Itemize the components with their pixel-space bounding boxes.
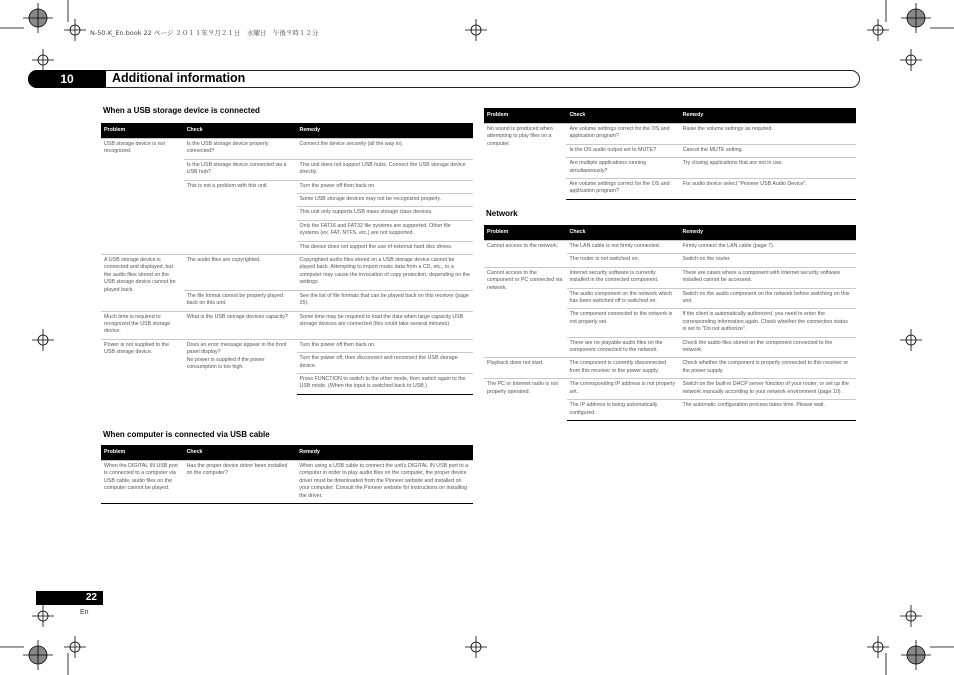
section-usb-cable-title: When computer is connected via USB cable xyxy=(103,430,270,439)
remedy-cell: When using a USB cable to connect the unit's DIGITAL IN USB port to a computer in order to play audio files on the computer, the proper device driver must be downloaded from the Pioneer website and installed on your computer. Consult the Pioneer website for instructions on installing the driver. xyxy=(296,461,473,504)
page-number: 22 xyxy=(85,592,97,603)
remedy-cell: See the list of file formats that can be played back on this receiver (page 25). xyxy=(297,290,473,311)
col-header-check: Check xyxy=(567,225,680,241)
problem-cell: No sound is produced when attempting to play files on a computer. xyxy=(484,124,566,200)
table-row xyxy=(484,241,856,254)
chapter-number: 10 xyxy=(28,70,106,88)
remedy-cell: Turn the power off, then disconnect and reconnect the USB storage device. xyxy=(297,353,473,374)
col-header-check: Check xyxy=(566,108,679,124)
table-row xyxy=(101,339,473,352)
usb-cable-table xyxy=(101,445,473,504)
remedy-cell: This unit does not support USB hubs. Connect the USB storage device directly. xyxy=(297,159,473,180)
page-number-tab xyxy=(36,591,103,605)
check-cell: There are no playable audio files on the component connected to the network. xyxy=(567,337,680,358)
remedy-cell: Switch on the audio component on the network before switching on this unit. xyxy=(679,288,856,309)
check-cell: The LAN cable is not firmly connected. xyxy=(567,241,680,254)
remedy-cell: Some USB storage devices may not be recognized properly. xyxy=(297,194,473,207)
col-header-remedy: Remedy xyxy=(297,123,473,139)
remedy-cell: Turn the power off then back on. xyxy=(297,339,473,352)
sound-table xyxy=(484,108,856,200)
check-cell: The audio component on the network which has been switched off is switched on. xyxy=(567,288,680,309)
col-header-remedy: Remedy xyxy=(679,225,856,241)
col-header-problem: Problem xyxy=(484,225,567,241)
remedy-cell: Turn the power off then back on. xyxy=(297,180,473,193)
check-cell: Has the proper device driver been installed on the computer? xyxy=(184,461,297,504)
remedy-cell: Press FUNCTION to switch to the other mode, then switch again to the USB mode. (When the input is switched back to USB.) xyxy=(297,373,473,394)
table-row xyxy=(484,379,856,400)
section-network-title: Network xyxy=(486,209,518,218)
remedy-cell: If the client is automatically authorized, you need to enter the corresponding information again. Check whether the connection status is set to "Do not authorize". xyxy=(679,309,856,337)
table-row xyxy=(484,267,856,288)
col-header-check: Check xyxy=(184,123,297,139)
check-cell: The component is currently disconnected from this receiver or the power supply. xyxy=(567,358,680,379)
remedy-cell: Only the FAT16 and FAT32 file systems are supported. Other file systems (ex. FAT, NTFS, etc.) are not supported. xyxy=(297,220,473,241)
section-usb-storage-title: When a USB storage device is connected xyxy=(103,106,260,115)
table-row xyxy=(101,255,473,291)
remedy-cell: Switch on the router. xyxy=(679,254,856,267)
table-row xyxy=(484,358,856,379)
check-cell: The router is not switched on. xyxy=(567,254,680,267)
col-header-problem: Problem xyxy=(101,123,184,139)
remedy-cell: This unit only supports USB mass storage class devices. xyxy=(297,207,473,220)
remedy-cell: Some time may be required to load the data when large capacity USB storage devices are connected (this could take several minutes). xyxy=(297,311,473,339)
check-cell: Is the USB storage device connected via a USB hub? xyxy=(184,159,297,180)
remedy-cell: Check whether the component is properly connected to this receiver or the power supply. xyxy=(679,358,856,379)
problem-cell: A USB storage device is connected and displayed, but the audio files stored on the USB storage device cannot be played back. xyxy=(101,255,184,311)
remedy-cell: Copyrighted audio files stored on a USB storage device cannot be played back. Attempting to import music data from a CD, etc., to a computer may cause the invocation of copy protection, depending on the settings. xyxy=(297,255,473,291)
problem-cell: When the DIGITAL IN USB port is connected to a computer via USB cable, audio files on the computer cannot be played. xyxy=(101,461,184,504)
remedy-cell: Firmly connect the LAN cable (page 7). xyxy=(679,241,856,254)
problem-cell: Much time is required to recognized the USB storage device. xyxy=(101,311,184,339)
check-cell: The file format cannot be properly played back on this unit. xyxy=(184,290,297,311)
check-cell: The audio files are copyrighted. xyxy=(184,255,297,291)
table-row xyxy=(101,311,473,339)
check-cell: This is not a problem with this unit. xyxy=(184,180,297,254)
table-row xyxy=(484,124,856,145)
usb-storage-table xyxy=(101,123,473,395)
check-cell: Are volume settings correct for the OS and application program? xyxy=(566,179,679,200)
problem-cell: The PC or Internet radio is not properly operated. xyxy=(484,379,567,421)
remedy-cell: Try closing applications that are not in use. xyxy=(680,158,856,179)
remedy-cell: Switch on the built-in DHCP server function of your router, or set up the network manually according to your network environment (page 10). xyxy=(679,379,856,400)
col-header-check: Check xyxy=(184,445,297,461)
problem-cell: Playback does not start. xyxy=(484,358,567,379)
remedy-cell: Connect the device securely (all the way in). xyxy=(297,139,473,160)
chapter-title: Additional information xyxy=(112,71,246,85)
remedy-cell: Check the audio files stored on the component connected to the network. xyxy=(679,337,856,358)
check-cell: Are volume settings correct for the OS and application program? xyxy=(566,124,679,145)
file-header: N-50-K_En.book 22 ページ ２０１１年９月２１日 水曜日 午後９時１２分 xyxy=(90,29,319,37)
check-cell: Are multiple applications running simultaneously? xyxy=(566,158,679,179)
check-cell: Internet security software is currently installed in the connected component. xyxy=(567,267,680,288)
check-cell: What is the USB storage devices capacity? xyxy=(184,311,297,339)
problem-cell: Cannot access to the network. xyxy=(484,241,567,268)
language-label: En xyxy=(80,609,89,616)
col-header-problem: Problem xyxy=(101,445,184,461)
problem-cell: Power is not supplied to the USB storage device. xyxy=(101,339,184,394)
check-cell: Is the OS audio output set to MUTE? xyxy=(566,144,679,157)
remedy-cell: For audio device select "Pioneer USB Audio Device". xyxy=(680,179,856,200)
check-cell: Is the USB storage device properly connected? xyxy=(184,139,297,160)
col-header-remedy: Remedy xyxy=(680,108,856,124)
problem-cell: USB storage device is not recognized. xyxy=(101,139,184,255)
check-cell: The IP address is being automatically configured. xyxy=(567,400,680,421)
check-cell: The component connected to the network is not properly set. xyxy=(567,309,680,337)
remedy-cell: There are cases where a component with Internet security software installed cannot be accessed. xyxy=(679,267,856,288)
table-row xyxy=(101,461,473,504)
network-table xyxy=(484,225,856,421)
remedy-cell: Raise the volume settings as required. xyxy=(680,124,856,145)
col-header-problem: Problem xyxy=(484,108,566,124)
problem-cell: Cannot access to the component or PC connected via network. xyxy=(484,267,567,358)
remedy-cell: This device does not support the use of external hard disc drives. xyxy=(297,241,473,254)
check-cell: The corresponding IP address is not properly set. xyxy=(567,379,680,400)
col-header-remedy: Remedy xyxy=(296,445,473,461)
remedy-cell: Cancel the MUTE setting. xyxy=(680,144,856,157)
check-cell: Does an error message appear in the front panel display? No power is supplied if the power consumption is too high. xyxy=(184,339,297,394)
remedy-cell: The automatic configuration process takes time. Please wait. xyxy=(679,400,856,421)
table-row xyxy=(101,139,473,160)
